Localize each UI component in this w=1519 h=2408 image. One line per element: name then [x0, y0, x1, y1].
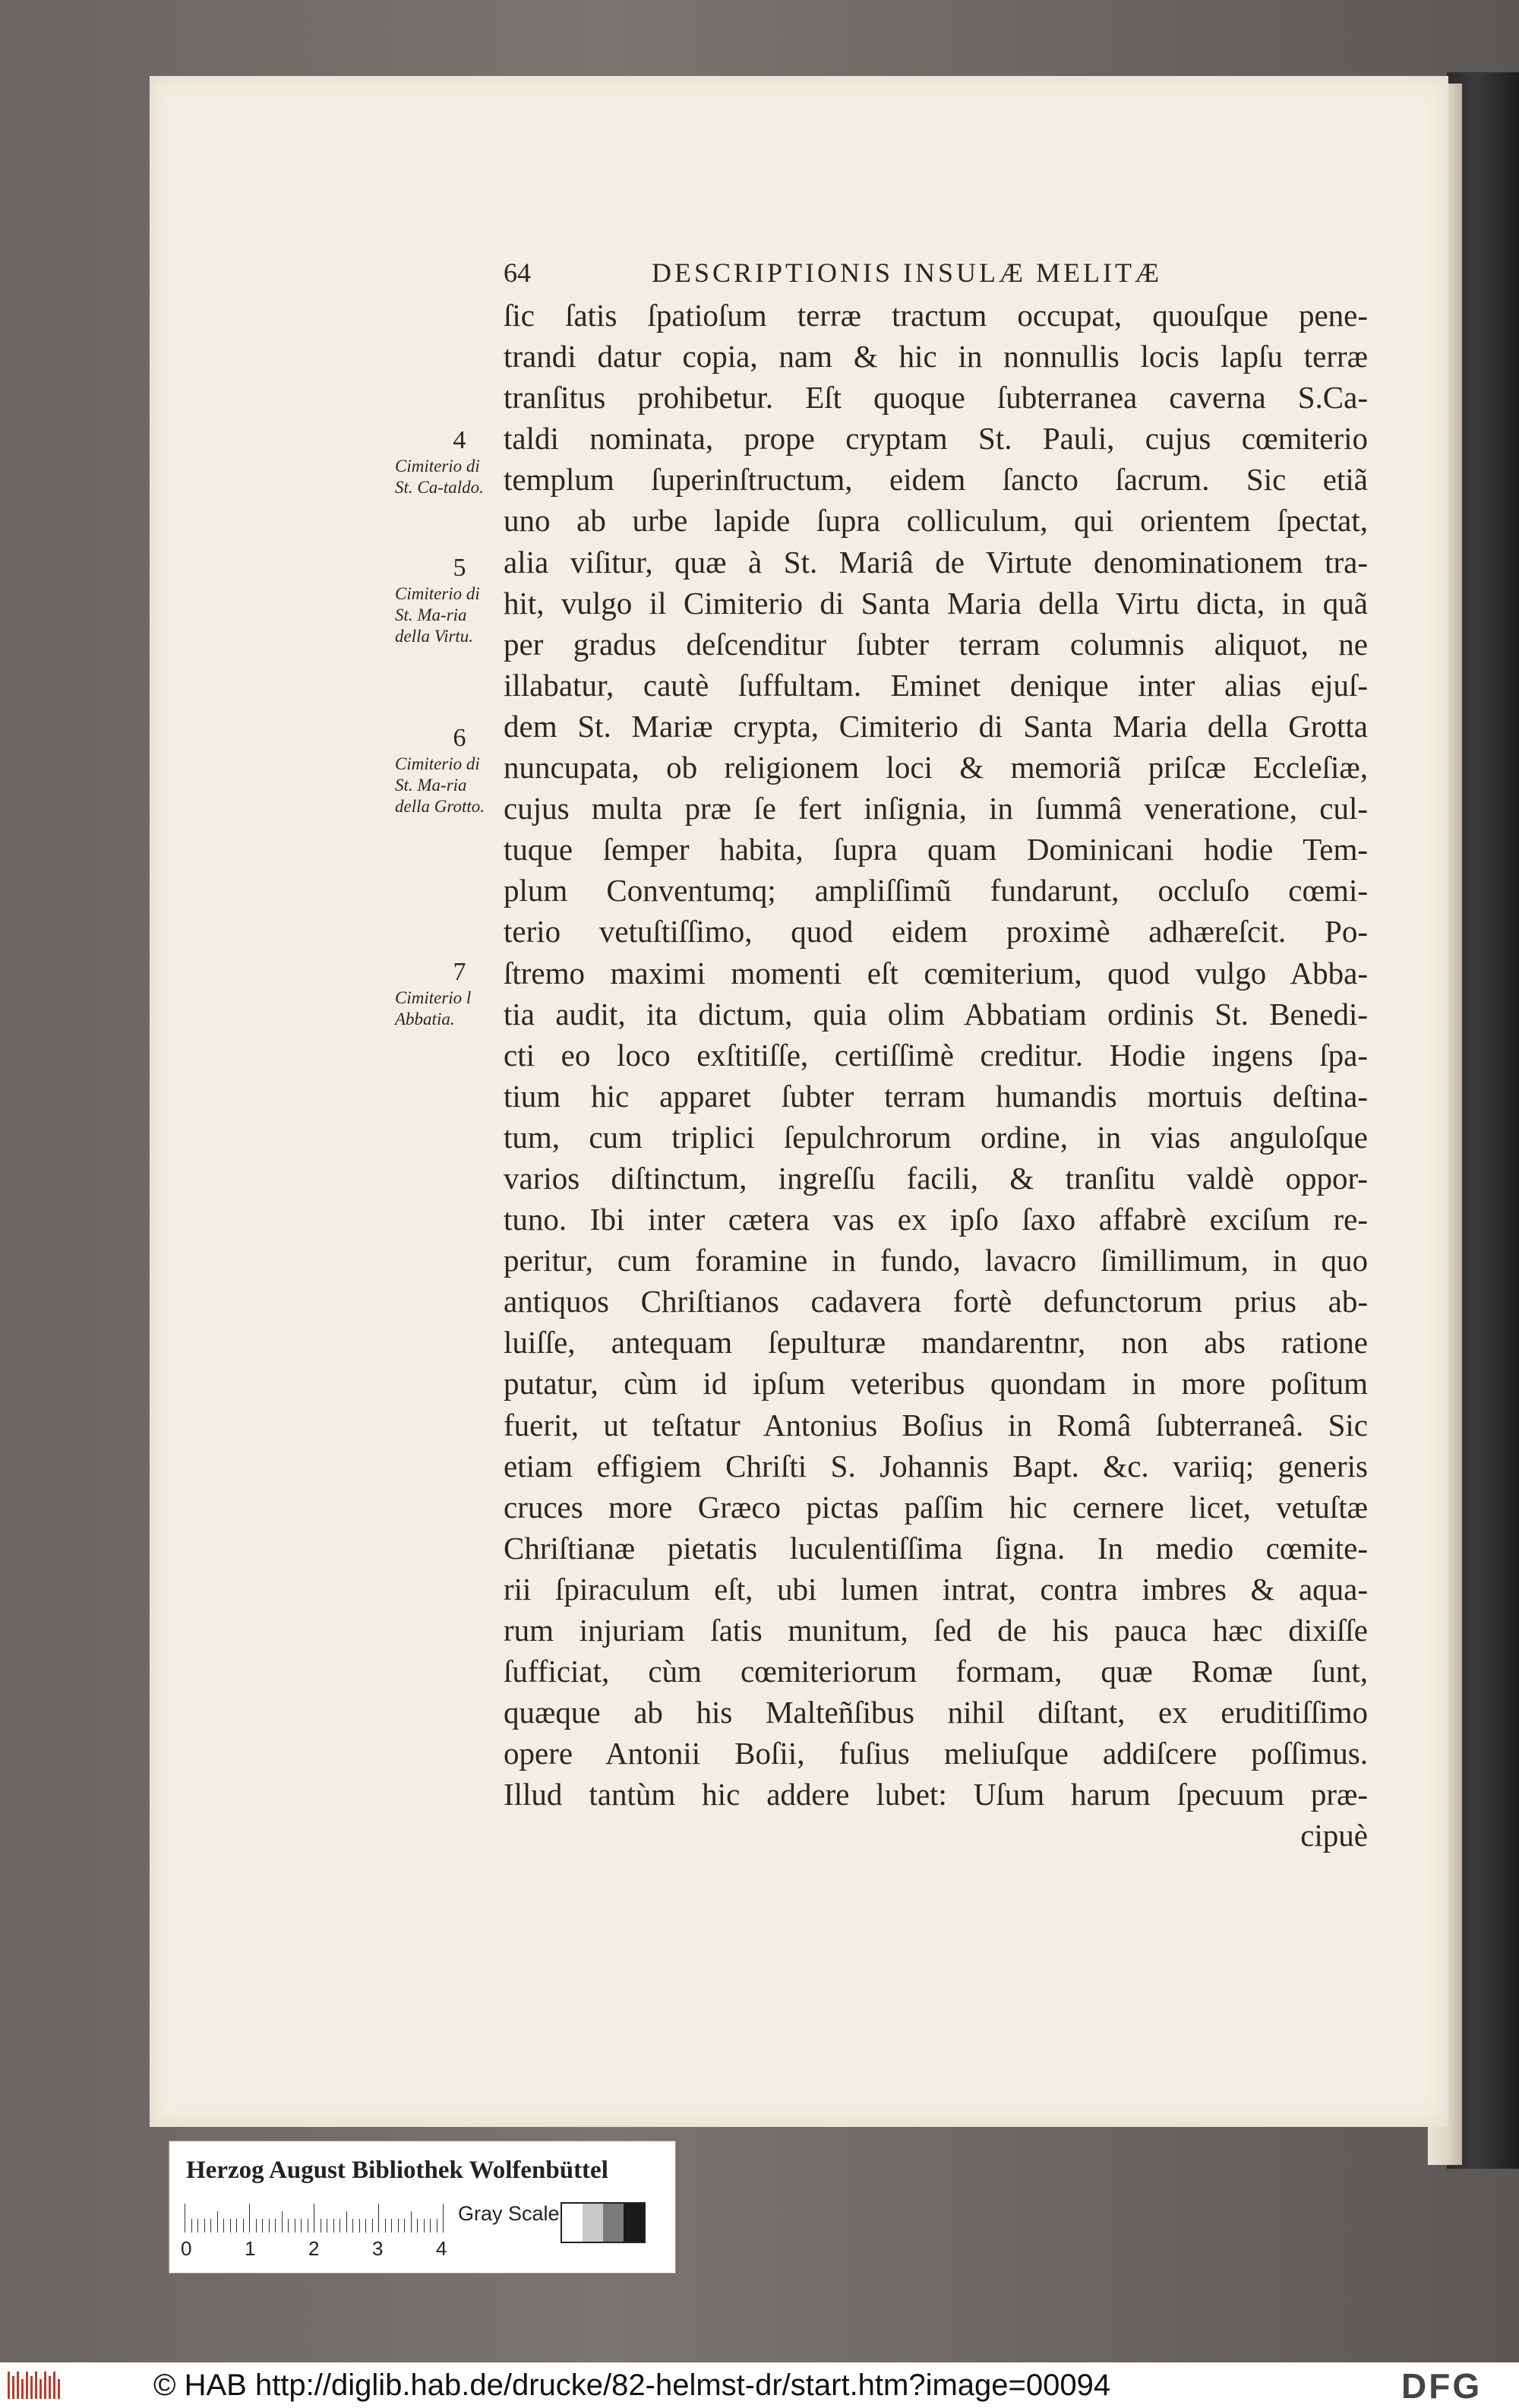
text-line: tia audit, ita dictum, quia olim Abbatiam ordinis St. Benedi-	[504, 996, 1368, 1032]
ruler-tick	[372, 2219, 373, 2233]
text-line: dem St. Mariæ crypta, Cimiterio di Santa Maria della Grotta	[504, 708, 1368, 744]
margin-note	[395, 723, 501, 817]
text-line: per gradus deſcenditur ſubter terram columnis aliquot, ne	[504, 626, 1368, 662]
text-line: tranſitus prohibetur. Eſt quoque ſubterranea caverna S.Ca-	[504, 380, 1368, 416]
ruler-tick	[275, 2219, 276, 2233]
margin-note-number: 6	[453, 724, 466, 752]
text-line: Chriſtianæ pietatis luculentiſſima ſigna. In medio cœmite-	[504, 1530, 1368, 1566]
ruler-tick	[301, 2219, 302, 2233]
grayscale-swatch	[583, 2204, 603, 2242]
text-line: luiſſe, antequam ſepulturæ mandarentnr, non abs ratione	[504, 1325, 1368, 1360]
ruler-tick	[256, 2219, 257, 2233]
ruler-tick	[210, 2219, 211, 2233]
ruler-tick	[236, 2219, 237, 2233]
hab-barcode-icon	[6, 2368, 67, 2402]
page-header	[504, 257, 1309, 295]
scale-number: 4	[436, 2237, 447, 2260]
ruler-tick	[230, 2219, 231, 2233]
margin-note-number: 4	[453, 426, 466, 454]
ruler-tick	[443, 2204, 444, 2233]
text-line: putatur, cùm id ipſum veteribus quondam in more poſitum	[504, 1366, 1368, 1402]
ruler-tick	[365, 2219, 366, 2233]
footer-bar	[0, 2362, 1519, 2408]
scale-number: 0	[181, 2237, 192, 2260]
ruler-tick	[249, 2204, 250, 2233]
text-line: hit, vulgo il Cimiterio di Santa Maria della Virtu dicta, in quã	[504, 585, 1368, 621]
ruler-tick	[243, 2219, 244, 2233]
footer-link[interactable]: © HAB http://diglib.hab.de/drucke/82-helmst-dr/start.htm?image=00094	[153, 2368, 1111, 2402]
ruler-tick	[197, 2219, 198, 2233]
margin-note-text: Cimiterio di St. Ca-taldo.	[395, 457, 484, 497]
text-line: tium hic apparet ſubter terram humandis mortuis deſtina-	[504, 1078, 1368, 1114]
text-line: templum ſuperinſtructum, eidem ſancto ſacrum. Sic etiã	[504, 462, 1368, 498]
margin-note	[395, 553, 501, 647]
ruler-tick	[424, 2219, 425, 2233]
text-line: antiquos Chriſtianos cadavera fortè defunctorum prius ab-	[504, 1284, 1368, 1319]
text-line: peritur, cum foramine in fundo, lavacro ſimillimum, in quo	[504, 1243, 1368, 1278]
scale-number: 2	[308, 2237, 320, 2260]
text-line: tum, cum triplici ſepulchrorum ordine, in vias anguloſque	[504, 1119, 1368, 1155]
grayscale-swatch	[562, 2204, 583, 2242]
ruler-tick	[385, 2219, 386, 2233]
scale-number: 3	[372, 2237, 384, 2260]
margin-note-text: Cimiterio di St. Ma-ria della Grotto.	[395, 754, 485, 816]
grayscale-label: Gray Scale	[458, 2202, 560, 2225]
text-line: cti eo loco exſtitiſſe, certiſſimè creditur. Hodie ingens ſpa-	[504, 1037, 1368, 1073]
text-line: opere Antonii Boſii, fuſius meliuſque addiſcere poſſimus.	[504, 1736, 1368, 1771]
text-line: ſic ſatis ſpatioſum terræ tractum occupat, quouſque pene-	[504, 298, 1368, 333]
text-line: etiam effigiem Chriſti S. Johannis Bapt. &c. variiq; generis	[504, 1448, 1368, 1484]
ruler-tick	[430, 2219, 431, 2233]
ruler-tick	[333, 2219, 334, 2233]
text-line: cipuè	[1300, 1818, 1368, 1853]
ruler-tick	[339, 2219, 340, 2233]
ruler-tick	[288, 2219, 289, 2233]
ruler-tick	[417, 2219, 418, 2233]
margin-note-number: 5	[453, 554, 466, 582]
text-line: cujus multa præ ſe fert inſignia, in ſummâ veneratione, cul-	[504, 791, 1368, 826]
ruler-tick	[378, 2204, 379, 2233]
text-line: uno ab urbe lapide ſupra colliculum, qui orientem ſpectat,	[504, 503, 1368, 539]
grayscale-bar	[561, 2202, 646, 2243]
text-line: alia viſitur, quæ à St. Mariâ de Virtute denominationem tra-	[504, 544, 1368, 580]
ruler-tick	[359, 2219, 360, 2233]
ruler-tick	[352, 2219, 353, 2233]
ruler-tick	[191, 2219, 192, 2233]
ruler-tick	[404, 2219, 405, 2233]
text-line: taldi nominata, prope cryptam St. Pauli, cujus cœmiterio	[504, 421, 1368, 457]
text-line: terio vetuſtiſſimo, quod eidem proximè adhæreſcit. Po-	[504, 914, 1368, 950]
text-line: tuque ſemper habita, ſupra quam Dominicani hodie Tem-	[504, 832, 1368, 867]
scale-number: 1	[245, 2237, 256, 2260]
ruler-tick	[346, 2211, 347, 2233]
text-line: cruces more Græco pictas paſſim hic cernere licet, vetuſtæ	[504, 1489, 1368, 1525]
margin-note-text: Cimiterio di St. Ma-ria della Virtu.	[395, 584, 480, 646]
body-text	[504, 295, 1368, 1857]
text-line: ſufficiat, cùm cœmiteriorum formam, quæ Romæ ſunt,	[504, 1654, 1368, 1689]
text-line: varios diſtinctum, ingreſſu facili, & tranſitu valdè oppor-	[504, 1160, 1368, 1196]
dfg-logo: DFG	[1401, 2366, 1483, 2406]
text-line: nuncupata, ob religionem loci & memoriã priſcæ Eccleſiæ,	[504, 750, 1368, 785]
ruler-tick	[391, 2219, 392, 2233]
grayscale-swatch	[603, 2204, 624, 2242]
text-line: fuerit, ut teſtatur Antonius Boſius in Româ ſubterraneâ. Sic	[504, 1407, 1368, 1443]
text-line: plum Conventumq; ampliſſimũ fundarunt, occluſo cœmi-	[504, 873, 1368, 909]
ruler-tick	[223, 2219, 224, 2233]
text-line: Illud tantùm hic addere lubet: Uſum harum ſpecuum præ-	[504, 1777, 1368, 1812]
running-title: DESCRIPTIONIS INSULÆ MELITÆ	[652, 258, 1163, 288]
scale-labels	[181, 2237, 454, 2260]
margin-note-text: Cimiterio l Abbatia.	[395, 988, 472, 1029]
ruler-tick	[282, 2211, 283, 2233]
page-number: 64	[504, 258, 531, 288]
ruler-tick	[217, 2211, 218, 2233]
grayscale-swatch	[624, 2204, 644, 2242]
margin-note	[395, 425, 501, 498]
text-line: rum injuriam ſatis munitum, ſed de his pauca hæc dixiſſe	[504, 1613, 1368, 1648]
ruler-tick	[262, 2219, 263, 2233]
library-card	[169, 2141, 676, 2274]
ruler-tick	[204, 2219, 205, 2233]
scale-ruler	[185, 2202, 450, 2233]
margin-note	[395, 957, 501, 1030]
ruler-tick	[269, 2219, 270, 2233]
text-line: trandi datur copia, nam & hic in nonnullis locis lapſu terræ	[504, 339, 1368, 374]
library-name: Herzog August Bibliothek Wolfenbüttel	[186, 2157, 608, 2184]
text-line: tuno. Ibi inter cætera vas ex ipſo ſaxo affabrè exciſum re-	[504, 1202, 1368, 1237]
text-line: illabatur, cautè ſuffultam. Eminet denique inter alias ejuſ-	[504, 667, 1368, 703]
margin-note-number: 7	[453, 958, 466, 986]
text-line: ſtremo maximi momenti eſt cœmiterium, quod vulgo Abba-	[504, 955, 1368, 991]
ruler-tick	[398, 2219, 399, 2233]
ruler-tick	[411, 2211, 412, 2233]
text-line: quæque ab his Malteñſibus nihil diſtant, ex eruditiſſimo	[504, 1695, 1368, 1730]
text-line: rii ſpiraculum eſt, ubi lumen intrat, contra imbres & aqua-	[504, 1571, 1368, 1607]
